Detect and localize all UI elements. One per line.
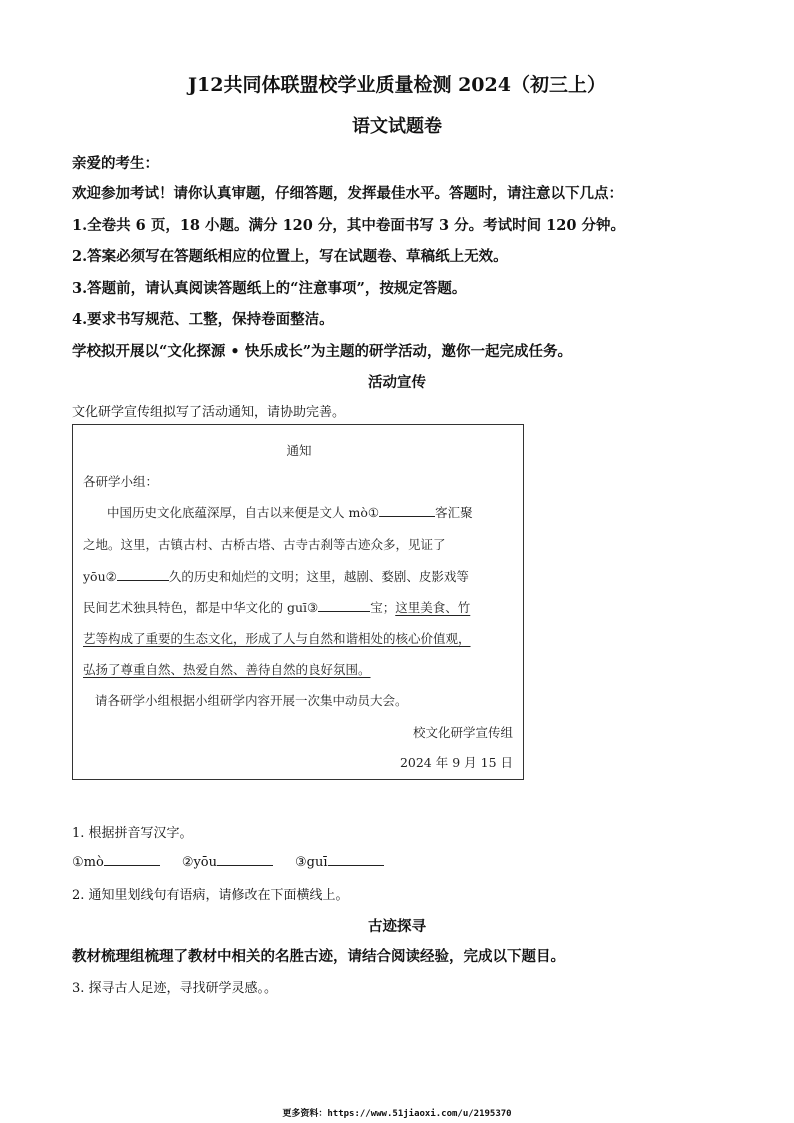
notice-title: 通知: [286, 443, 312, 458]
activity-intro: 学校拟开展以“文化探源 • 快乐成长”为主题的研学活动，邀你一起完成任务。: [72, 343, 573, 360]
section1-instruction: 文化研学宣传组拟写了活动通知，请协助完善。: [72, 405, 346, 420]
answer-blank-2[interactable]: [217, 853, 273, 866]
notice-line-6-underlined: 弘扬了尊重自然、热爱自然、善待自然的良好氛围。: [83, 662, 371, 677]
question-1: 1. 根据拼音写汉字。: [72, 826, 193, 841]
greeting: 亲爱的考生：: [72, 155, 159, 172]
notice-addressee: 各研学小组：: [83, 474, 159, 489]
rule-1: 1.全卷共 6 页，18 小题。满分 120 分，其中卷面书写 3 分。考试时间 120 分钟。: [72, 217, 625, 234]
footer-link[interactable]: 更多资料：https://www.51jiaoxi.com/u/2195370: [282, 1109, 512, 1119]
notice-line-2: 之地。这里，古镇古村、古桥古塔、古寺古刹等古迹众多，见证了: [83, 537, 446, 552]
answer-blank-1[interactable]: [104, 853, 160, 866]
question-2: 2. 通知里划线句有语病，请修改在下面横线上。: [72, 888, 349, 903]
notice-date: 2024 年 9 月 15 日: [399, 755, 513, 770]
rule-3: 3.答题前，请认真阅读答题纸上的“注意事项”，按规定答题。: [72, 280, 467, 297]
section-heading-publicity: 活动宣传: [368, 374, 426, 391]
rule-4: 4.要求书写规范、工整，保持卷面整洁。: [72, 311, 334, 328]
answer-item-3: ③guī: [295, 855, 328, 870]
notice-line-1: 中国历史文化底蕴深厚，自古以来便是文人 mò① 客汇聚: [107, 505, 473, 520]
underlined-sentence-start: 这里美食、竹: [395, 600, 471, 615]
notice-line-7: 请各研学小组根据小组研学内容开展一次集中动员大会。: [95, 693, 408, 708]
blank-3: [318, 599, 370, 612]
section2-intro: 教材梳理组梳理了教材中相关的名胜古迹，请结合阅读经验，完成以下题目。: [72, 948, 565, 965]
question-3: 3. 探寻古人足迹，寻找研学灵感。。: [72, 981, 278, 996]
page-title: J12共同体联盟校学业质量检测 2024（初三上）: [188, 74, 606, 96]
answer-item-2: ②yōu: [181, 855, 218, 870]
notice-box: [72, 424, 524, 780]
blank-2: [117, 568, 169, 581]
rule-2: 2.答案必须写在答题纸相应的位置上，写在试题卷、草稿纸上无效。: [72, 248, 508, 265]
notice-signature: 校文化研学宣传组: [412, 725, 513, 740]
question-1-answers: [72, 853, 384, 870]
answer-item-1: ①mò: [72, 855, 104, 870]
section-heading-sites: 古迹探寻: [368, 918, 426, 935]
blank-1: [379, 504, 435, 517]
notice-line-4: 民间艺术独具特色，都是中华文化的 guī③ 宝；这里美食、竹: [83, 600, 471, 615]
notice-line-5-underlined: 艺等构成了重要的生态文化，形成了人与自然和谐相处的核心价值观，: [83, 631, 471, 646]
welcome-text: 欢迎参加考试！请你认真审题，仔细答题，发挥最佳水平。答题时，请注意以下几点：: [72, 185, 623, 202]
page-subtitle: 语文试题卷: [352, 116, 442, 137]
answer-blank-3[interactable]: [328, 853, 384, 866]
notice-line-3: yōu② 久的历史和灿烂的文明；这里，越剧、婺剧、皮影戏等: [83, 569, 469, 584]
